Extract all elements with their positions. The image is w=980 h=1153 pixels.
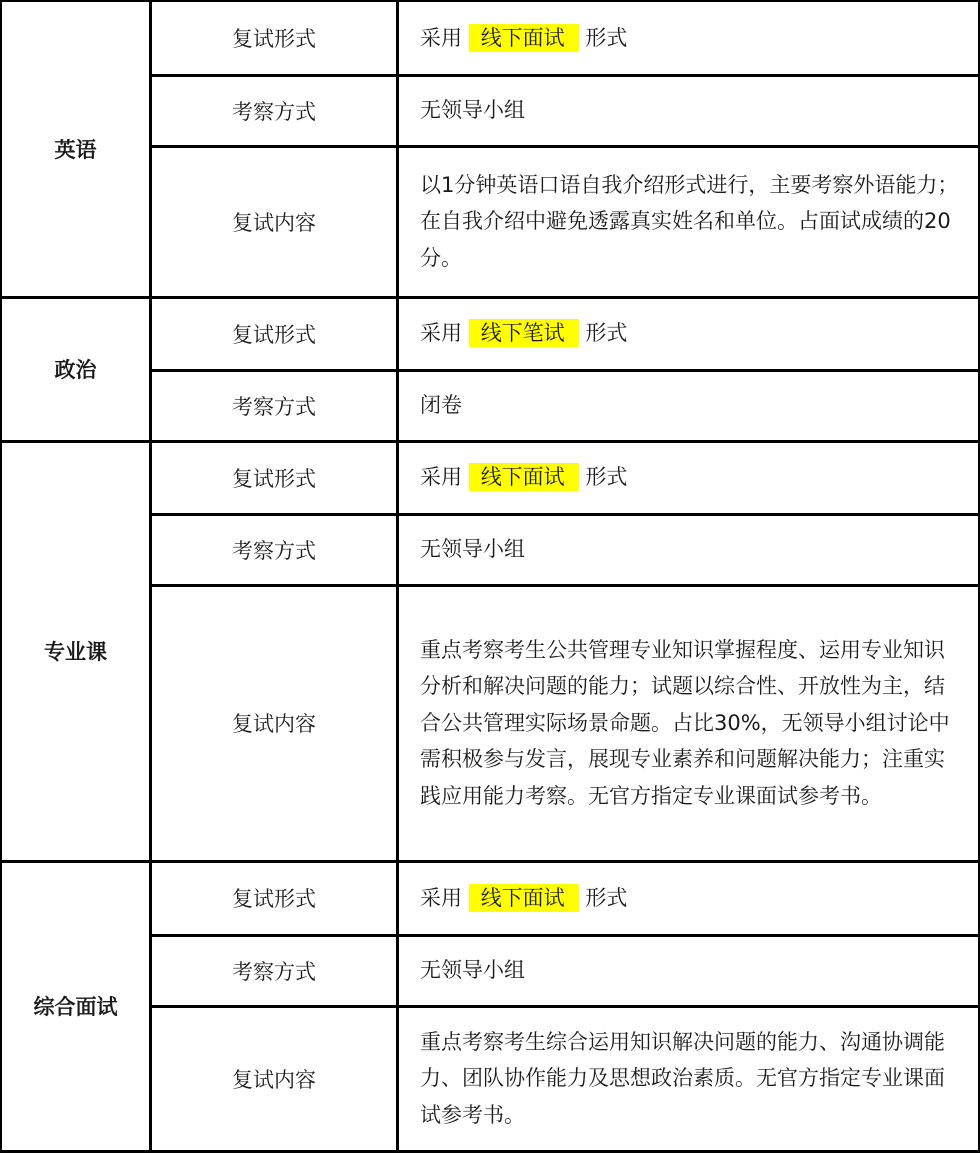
label-cell — [151, 1, 398, 75]
value-cell — [398, 1, 980, 75]
value-suffix: 形式 — [585, 465, 628, 490]
value-text: 无领导小组 — [420, 537, 525, 562]
category-cell — [1, 441, 151, 861]
value-text: 无领导小组 — [420, 98, 525, 123]
value-text: 闭卷 — [420, 393, 462, 418]
table-row — [1, 1, 979, 75]
row-label: 考察方式 — [232, 394, 316, 419]
category-cell — [1, 1, 151, 297]
value-cell — [398, 861, 980, 935]
value-text: 重点考察考生公共管理专业知识掌握程度、运用专业知识分析和解决问题的能力；试题以综合性、开放性为主，结合公共管理实际场景命题。占比30%，无领导小组讨论中需积极参与发言，展现专业素养和问题解决能力；注重实践应用能力考察。无官方指定专业课面试参考书。 — [420, 637, 950, 808]
label-cell — [151, 1006, 398, 1151]
row-label: 考察方式 — [232, 959, 316, 984]
value-prefix: 采用 — [420, 25, 462, 50]
category-cell — [1, 861, 151, 1151]
value-text: 重点考察考生综合运用知识解决问题的能力、沟通协调能力、团队协作能力及思想政治素质。无官方指定专业课面试参考书。 — [420, 1029, 945, 1127]
label-cell — [151, 935, 398, 1006]
highlighted-value: 线下面试 — [469, 463, 579, 491]
label-cell — [151, 514, 398, 585]
label-cell — [151, 861, 398, 935]
value-suffix: 形式 — [585, 25, 628, 50]
value-prefix: 采用 — [420, 465, 462, 490]
value-cell — [398, 370, 980, 441]
value-prefix: 采用 — [420, 885, 462, 910]
value-cell — [398, 585, 980, 861]
value-text: 以1分钟英语口语自我介绍形式进行，主要考察外语能力；在自我介绍中避免透露真实姓名和单位。占面试成绩的20分。 — [420, 172, 959, 270]
highlighted-value: 线下笔试 — [469, 319, 579, 347]
highlighted-value: 线下面试 — [469, 884, 579, 912]
highlighted-value: 线下面试 — [469, 24, 579, 52]
label-cell — [151, 370, 398, 441]
value-cell — [398, 514, 980, 585]
table-row — [1, 441, 979, 514]
value-cell — [398, 1006, 980, 1151]
value-cell — [398, 441, 980, 514]
row-label: 复试形式 — [232, 322, 316, 347]
value-prefix: 采用 — [420, 321, 462, 346]
value-cell — [398, 297, 980, 370]
category-label: 专业课 — [44, 640, 107, 664]
value-cell — [398, 935, 980, 1006]
table-row — [1, 297, 979, 370]
category-label: 英语 — [54, 137, 97, 162]
label-cell — [151, 146, 398, 297]
row-label: 复试形式 — [232, 887, 316, 911]
label-cell — [151, 585, 398, 861]
row-label: 复试形式 — [232, 466, 316, 491]
category-label: 政治 — [54, 358, 97, 382]
category-label: 综合面试 — [33, 995, 118, 1019]
value-suffix: 形式 — [585, 885, 628, 910]
row-label: 复试内容 — [232, 210, 316, 235]
category-cell — [1, 297, 151, 441]
row-label: 考察方式 — [232, 99, 316, 124]
row-label: 考察方式 — [232, 538, 316, 563]
value-cell — [398, 75, 980, 146]
row-label: 复试形式 — [232, 26, 316, 51]
value-cell — [398, 146, 980, 297]
label-cell — [151, 75, 398, 146]
value-suffix: 形式 — [585, 321, 628, 346]
label-cell — [151, 441, 398, 514]
value-text: 无领导小组 — [420, 958, 525, 983]
row-label: 复试内容 — [232, 712, 316, 736]
table-row — [1, 861, 979, 935]
row-label: 复试内容 — [232, 1067, 316, 1092]
label-cell — [151, 297, 398, 370]
